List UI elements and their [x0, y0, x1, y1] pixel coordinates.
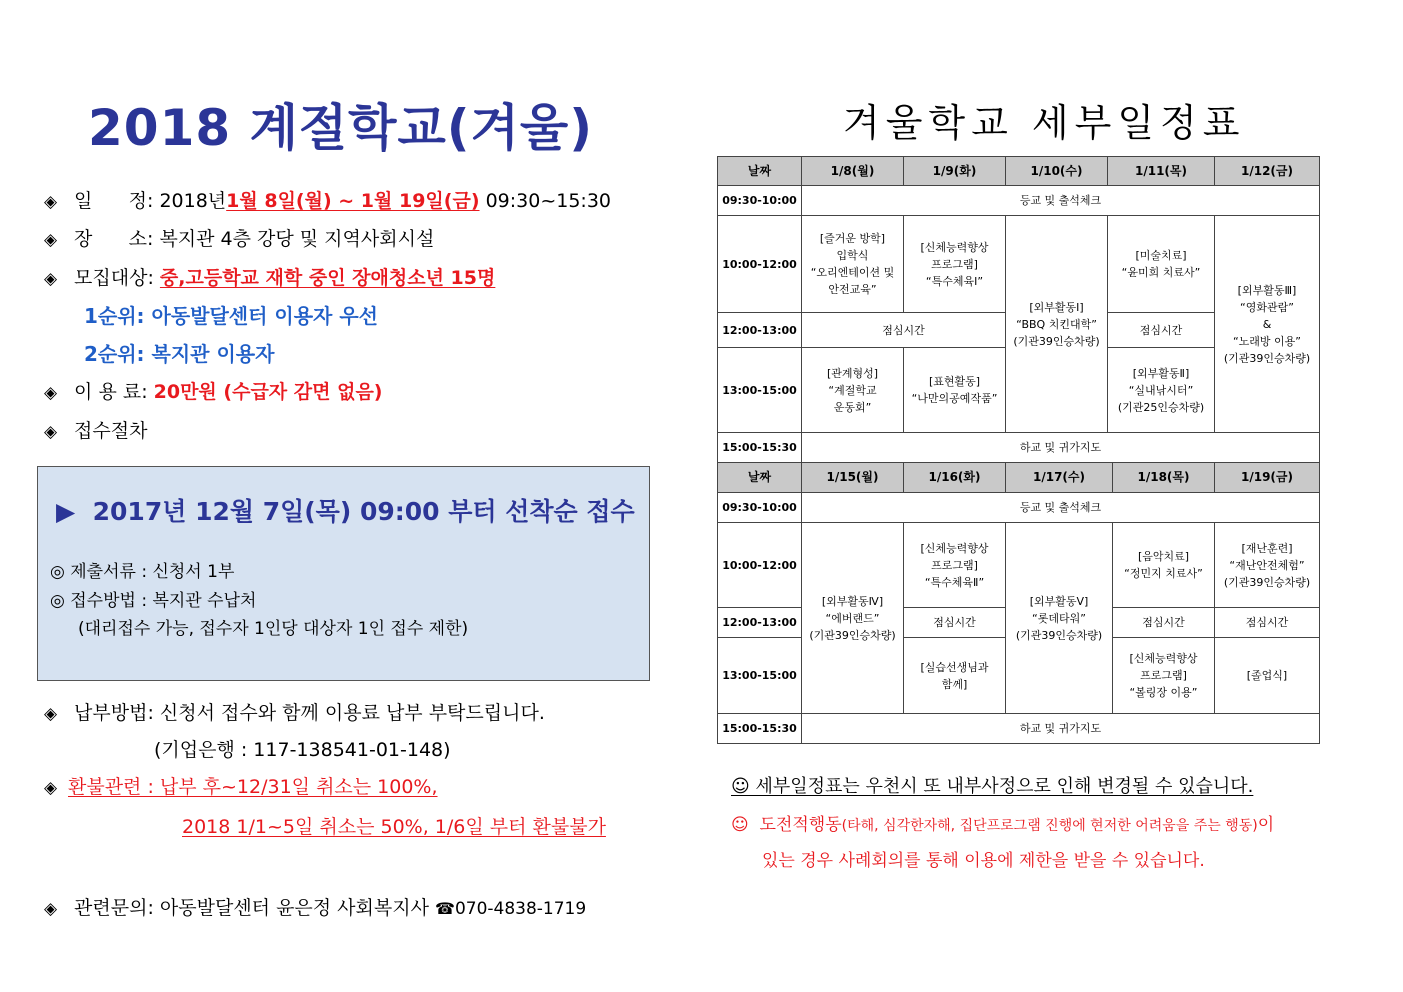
activity-line: [즐거운 방학] [819, 232, 886, 245]
header-cell: 1/15(월) [802, 463, 904, 493]
activity-line: “오리엔테이션 및 [810, 266, 895, 279]
info-procedure [44, 418, 147, 445]
checkin-cell: 등교 및 출석체크 [802, 186, 1320, 216]
note-usage-limit: 있는 경우 사례회의를 통해 이용에 제한을 받을 수 있습니다. [762, 851, 1205, 871]
place-label: 장 소: [74, 228, 154, 250]
header-cell: 1/10(수) [1006, 157, 1108, 186]
payment-account: (기업은행 : 117-138541-01-148) [154, 739, 451, 761]
lunch-cell: 점심시간 [1113, 608, 1215, 638]
header-cell: 1/18(목) [1113, 463, 1215, 493]
info-payment [44, 700, 545, 727]
lunch-cell: 점심시간 [1215, 608, 1320, 638]
lunch-cell: 점심시간 [904, 608, 1006, 638]
schedule-dates: 1월 8일(월) ~ 1월 19일(금) [226, 190, 480, 212]
activity-line: 운동회” [833, 400, 872, 414]
note-challenging-behavior [731, 812, 1274, 839]
time-cell: 12:00-13:00 [718, 608, 802, 638]
activity-line: 프로그램] [931, 257, 978, 271]
header-cell: 1/8(월) [802, 157, 904, 186]
time-cell: 13:00-15:00 [718, 638, 802, 714]
activity-line: “롯데타워” [1032, 611, 1086, 625]
activity-line: [재난훈련] [1241, 541, 1293, 555]
activity-line: “실내낚시터” [1128, 383, 1194, 397]
info-contact [44, 895, 586, 922]
payment-label: 납부방법: 신청서 접수와 함께 이용료 납부 부탁드립니다. [74, 702, 545, 724]
schedule-prefix: 2018년 [159, 190, 227, 212]
fee-label: 이 용 료: [74, 381, 148, 403]
priority-2: 2순위: 복지관 이용자 [84, 342, 275, 366]
diamond-bullet-icon: ◈ [44, 778, 58, 798]
activity-cell [1006, 523, 1113, 714]
activity-line: [신체능력향상 [920, 541, 989, 555]
diamond-bullet-icon: ◈ [44, 704, 58, 724]
activity-cell [1215, 638, 1320, 714]
time-cell: 09:30-10:00 [718, 493, 802, 523]
activity-line: [표현활동] [928, 375, 981, 388]
activity-line: “특수체육Ⅱ” [924, 575, 985, 589]
diamond-bullet-icon: ◈ [44, 422, 58, 442]
activity-cell [1006, 216, 1108, 433]
phone-icon: ☎ [435, 899, 455, 918]
activity-line: “나만의공예작품” [911, 392, 998, 405]
reception-method-note: (대리접수 가능, 접수자 1인당 대상자 1인 접수 제한) [78, 619, 469, 639]
schedule-time: 09:30~15:30 [485, 190, 611, 212]
activity-line: (기관39인승차량) [1013, 334, 1100, 348]
activity-line: 프로그램] [931, 558, 978, 572]
time-cell: 09:30-10:00 [718, 186, 802, 216]
time-cell: 12:00-13:00 [718, 313, 802, 348]
activity-cell [904, 638, 1006, 714]
activity-line: 프로그램] [1140, 669, 1187, 682]
time-cell: 10:00-12:00 [718, 216, 802, 313]
activity-cell [1215, 523, 1320, 608]
contact-label: 관련문의: 아동발달센터 윤은정 사회복지사 [74, 897, 429, 919]
activity-line: [외부활동Ⅴ] [1029, 594, 1089, 608]
activity-cell [1113, 638, 1215, 714]
note2-part-a: ☺ 도전적행동 [731, 815, 842, 835]
refund-line-2: 2018 1/1~5일 취소는 50%, 1/6일 부터 환불불가 [182, 816, 606, 838]
info-target [44, 265, 495, 292]
activity-line: (기관39인승차량) [809, 628, 896, 642]
lunch-cell: 점심시간 [1108, 313, 1215, 348]
activity-line: [관계형성] [826, 366, 879, 380]
schedule-table-week1 [717, 156, 1320, 463]
activity-line: 입학식 [836, 249, 869, 262]
time-cell: 13:00-15:00 [718, 348, 802, 433]
lunch-cell: 점심시간 [802, 313, 1006, 348]
activity-cell [802, 348, 904, 433]
activity-line: “볼링장 이용” [1129, 686, 1198, 699]
info-place [44, 226, 434, 253]
activity-cell [904, 216, 1006, 313]
activity-line: “계절학교 [828, 383, 877, 397]
header-cell: 1/12(금) [1215, 157, 1320, 186]
refund-line-1: 환불관련 : 납부 후~12/31일 취소는 100%, [68, 776, 438, 798]
checkin-cell: 등교 및 출석체크 [802, 493, 1320, 523]
activity-line: & [1262, 317, 1272, 331]
info-refund [44, 774, 438, 801]
activity-line: [신체능력향상 [920, 240, 989, 254]
priority-1: 1순위: 아동발달센터 이용자 우선 [84, 304, 378, 328]
activity-cell [904, 523, 1006, 608]
note2-part-c: 이 [1257, 815, 1275, 835]
table-row [718, 523, 1320, 608]
table-row [718, 216, 1320, 313]
activity-line: (기관39인승차량) [1223, 351, 1311, 365]
activity-line: [졸업식] [1246, 669, 1288, 682]
activity-line: “에버랜드” [825, 611, 880, 625]
table-row [718, 714, 1320, 744]
activity-line: [실습선생님과 [920, 660, 989, 674]
header-cell: 1/11(목) [1108, 157, 1215, 186]
place-value: 복지관 4층 강당 및 지역사회시설 [159, 228, 435, 250]
note-schedule-change: ☺ 세부일정표는 우천시 또 내부사정으로 인해 변경될 수 있습니다. [731, 776, 1254, 797]
activity-line: “BBQ 치킨대학” [1016, 317, 1097, 331]
activity-line: [외부활동Ⅳ] [821, 594, 884, 608]
activity-line: “특수체육Ⅰ” [925, 274, 984, 288]
info-fee [44, 379, 382, 406]
diamond-bullet-icon: ◈ [44, 269, 58, 289]
activity-line: 안전교육” [828, 283, 877, 296]
target-label: 모집대상: [74, 267, 154, 289]
header-cell: 1/19(금) [1215, 463, 1320, 493]
table-row [718, 493, 1320, 523]
activity-line: (기관39인승차량) [1015, 628, 1103, 642]
fee-value: 20만원 (수급자 감면 없음) [153, 381, 383, 403]
activity-cell [1108, 348, 1215, 433]
activity-cell [802, 216, 904, 313]
activity-line: “재난안전체험” [1229, 558, 1305, 572]
time-cell: 15:00-15:30 [718, 714, 802, 744]
activity-line: [외부활동Ⅰ] [1029, 300, 1084, 314]
schedule-table-week2 [717, 462, 1320, 744]
table-header-row [718, 157, 1320, 186]
diamond-bullet-icon: ◈ [44, 192, 58, 212]
diamond-bullet-icon: ◈ [44, 899, 58, 919]
reception-documents: ◎ 제출서류 : 신청서 1부 [50, 562, 235, 582]
schedule-title: 겨울학교 세부일정표 [843, 101, 1246, 145]
procedure-label: 접수절차 [74, 420, 148, 442]
time-cell: 10:00-12:00 [718, 523, 802, 608]
header-cell: 날짜 [718, 463, 802, 493]
activity-line: [신체능력향상 [1129, 652, 1198, 665]
activity-line: 함께] [941, 677, 968, 691]
reception-method: ◎ 접수방법 : 복지관 수납처 [50, 591, 257, 611]
dismissal-cell: 하교 및 귀가지도 [802, 714, 1320, 744]
activity-cell [1108, 216, 1215, 313]
table-row [718, 433, 1320, 463]
activity-line: (기관25인승차량) [1117, 400, 1205, 414]
info-schedule [44, 188, 611, 215]
activity-line: [음악치료] [1137, 550, 1190, 563]
activity-cell [802, 523, 904, 714]
reception-headline: ▶ 2017년 12월 7일(목) 09:00 부터 선착순 접수 [56, 497, 635, 526]
activity-line: “노래방 이용” [1232, 334, 1302, 348]
activity-line: [외부활동Ⅱ] [1132, 366, 1190, 380]
table-row [718, 186, 1320, 216]
header-cell: 1/16(화) [904, 463, 1006, 493]
header-cell: 1/17(수) [1006, 463, 1113, 493]
dismissal-cell: 하교 및 귀가지도 [802, 433, 1320, 463]
schedule-label: 일 정: [74, 190, 154, 212]
activity-line: “정민지 치료사” [1124, 567, 1203, 580]
diamond-bullet-icon: ◈ [44, 383, 58, 403]
activity-line: “윤미희 치료사” [1121, 266, 1201, 279]
contact-phone: 070-4838-1719 [454, 899, 587, 919]
table-header-row [718, 463, 1320, 493]
activity-line: “영화관람” [1240, 300, 1294, 314]
activity-line: [외부활동Ⅲ] [1237, 283, 1297, 297]
activity-line: (기관39인승차량) [1223, 575, 1311, 589]
activity-line: [미술치료] [1135, 249, 1187, 262]
note2-part-b: (타해, 심각한자해, 집단프로그램 진행에 현저한 어려움을 주는 행동) [841, 818, 1258, 834]
activity-cell [904, 348, 1006, 433]
target-value: 중,고등학교 재학 중인 장애청소년 15명 [159, 267, 496, 289]
time-cell: 15:00-15:30 [718, 433, 802, 463]
header-cell: 날짜 [718, 157, 802, 186]
activity-cell [1215, 216, 1320, 433]
activity-cell [1113, 523, 1215, 608]
diamond-bullet-icon: ◈ [44, 230, 58, 250]
page-title: 2018 계절학교(겨울) [88, 99, 594, 157]
header-cell: 1/9(화) [904, 157, 1006, 186]
